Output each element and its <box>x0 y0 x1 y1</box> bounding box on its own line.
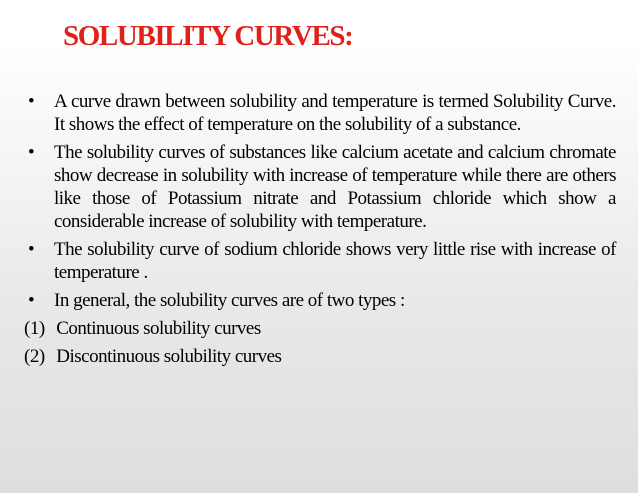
bullet-text: A curve drawn between solubility and temperature is termed Solubility Curve. It shows the effect of temperature on the solubility of a substance. <box>54 91 616 135</box>
bullet-item-sodium-chloride <box>24 238 616 284</box>
bullet-text: The solubility curves of substances like calcium acetate and calcium chromate show decrease in solubility with increase of temperature while there are others like those of Potassium nitrate and Potassium chloride which show a considerable increase of solubility with temperature. <box>54 142 616 232</box>
slide-title: SOLUBILITY CURVES: <box>63 20 353 52</box>
type-text: Continuous solubility curves <box>56 318 261 339</box>
bullet-dot-icon: • <box>28 91 35 112</box>
type-item-continuous <box>24 317 616 340</box>
type-item-discontinuous <box>24 345 616 368</box>
bullet-dot-icon: • <box>28 142 35 163</box>
slide-body <box>24 90 616 373</box>
bullet-dot-icon: • <box>28 239 35 260</box>
bullet-dot-icon: • <box>28 290 35 311</box>
bullet-item-examples <box>24 141 616 233</box>
bullet-text: The solubility curve of sodium chloride shows very little rise with increase of temperature . <box>54 239 616 283</box>
bullet-item-definition <box>24 90 616 136</box>
type-text: Discontinuous solubility curves <box>56 346 282 367</box>
type-number: (1) <box>24 318 45 339</box>
bullet-text: In general, the solubility curves are of two types : <box>54 290 405 311</box>
bullet-item-types <box>24 289 616 312</box>
type-number: (2) <box>24 346 45 367</box>
